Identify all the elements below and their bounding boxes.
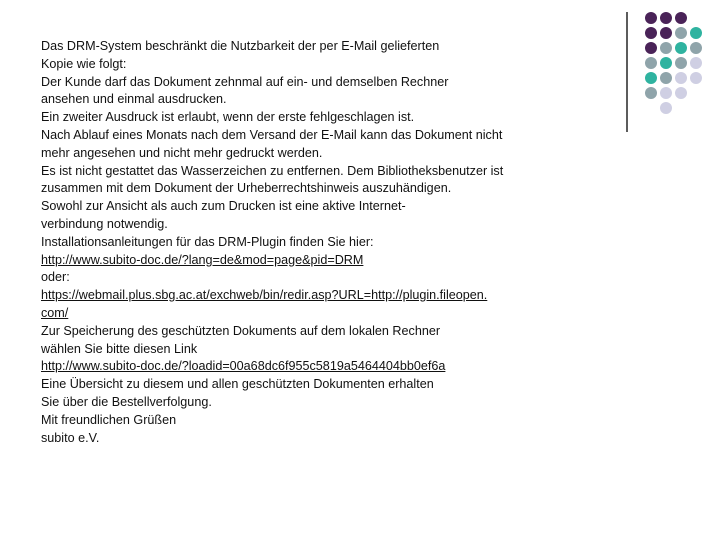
text-line: Das DRM-System beschränkt die Nutzbarkeit der per E-Mail gelieferten [41, 39, 440, 53]
decorative-dot [660, 42, 672, 54]
decorative-dot-grid [645, 12, 702, 114]
decorative-dot [660, 72, 672, 84]
decorative-dot [690, 42, 702, 54]
paragraph-second-print [41, 109, 581, 127]
paragraph-view-limit [41, 74, 581, 110]
plugin-link-2[interactable] [41, 287, 581, 305]
text-line: Ein zweiter Ausdruck ist erlaubt, wenn der erste fehlgeschlagen ist. [41, 110, 415, 125]
paragraph-watermark [41, 163, 581, 234]
decorative-dot [660, 12, 672, 24]
decorative-dot [675, 57, 687, 69]
decorative-dot [690, 57, 702, 69]
text-line: Zur Speicherung des geschützten Dokuments auf dem lokalen Rechner [41, 323, 441, 338]
text-line: Eine Übersicht zu diesem und allen geschützten Dokumenten erhalten [41, 377, 434, 392]
paragraph-expiry [41, 127, 581, 163]
decorative-dot [660, 102, 672, 114]
decorative-dot [690, 27, 702, 39]
paragraph-overview [41, 376, 581, 412]
text-line: Installationsanleitungen für das DRM-Plugin finden Sie hier: [41, 234, 374, 249]
text-line: ansehen und einmal ausdrucken. [41, 92, 227, 107]
decorative-dot [645, 72, 657, 84]
text-line: mehr angesehen und nicht mehr gedruckt werden. [41, 145, 323, 160]
email-text-body [41, 38, 581, 447]
decorative-dot [660, 27, 672, 39]
or-label: oder: [41, 270, 70, 285]
plugin-link-2-text[interactable]: https://webmail.plus.sbg.ac.at/exchweb/bin/redir.asp?URL=http://plugin.fileopen. [41, 288, 488, 303]
plugin-link-1[interactable] [41, 252, 581, 270]
text-line: Sie über die Bestellverfolgung. [41, 394, 212, 409]
paragraph-save [41, 323, 581, 376]
decorative-dot [645, 27, 657, 39]
text-line: Nach Ablauf eines Monats nach dem Versand der E-Mail kann das Dokument nicht [41, 127, 503, 142]
decorative-dot [675, 42, 687, 54]
paragraph-install [41, 234, 581, 323]
text-line: wählen Sie bitte diesen Link [41, 341, 198, 356]
decorative-dot [675, 72, 687, 84]
paragraph-signoff [41, 412, 581, 448]
text-line: subito e.V. [41, 430, 100, 445]
text-line: Kopie wie folgt: [41, 56, 127, 71]
text-line: zusammen mit dem Dokument der Urheberrechtshinweis auszuhändigen. [41, 181, 452, 196]
decorative-dot [675, 27, 687, 39]
decorative-dot [660, 57, 672, 69]
text-line: verbindung notwendig. [41, 216, 168, 231]
plugin-link-1-text[interactable]: http://www.subito-doc.de/?lang=de&mod=page&pid=DRM [41, 252, 364, 267]
plugin-link-2-continued[interactable] [41, 305, 581, 323]
decorative-dot [645, 42, 657, 54]
save-link-text[interactable]: http://www.subito-doc.de/?loadid=00a68dc6f955c5819a5464404bb0ef6a [41, 359, 446, 374]
decorative-dot [660, 87, 672, 99]
decorative-dot [645, 57, 657, 69]
plugin-link-2-text-end[interactable]: com/ [41, 305, 69, 320]
decorative-dot [675, 87, 687, 99]
decorative-dot [645, 87, 657, 99]
text-line: Sowohl zur Ansicht als auch zum Drucken ist eine aktive Internet- [41, 199, 406, 214]
paragraph-drm-intro [41, 38, 581, 74]
decorative-dot [645, 12, 657, 24]
decorative-dot [690, 72, 702, 84]
save-link[interactable] [41, 358, 581, 376]
text-line: Der Kunde darf das Dokument zehnmal auf ein- und demselben Rechner [41, 74, 449, 89]
text-line: Es ist nicht gestattet das Wasserzeichen zu entfernen. Dem Bibliotheksbenutzer ist [41, 163, 504, 178]
text-line: Mit freundlichen Grüßen [41, 412, 177, 427]
decorative-dot [675, 12, 687, 24]
